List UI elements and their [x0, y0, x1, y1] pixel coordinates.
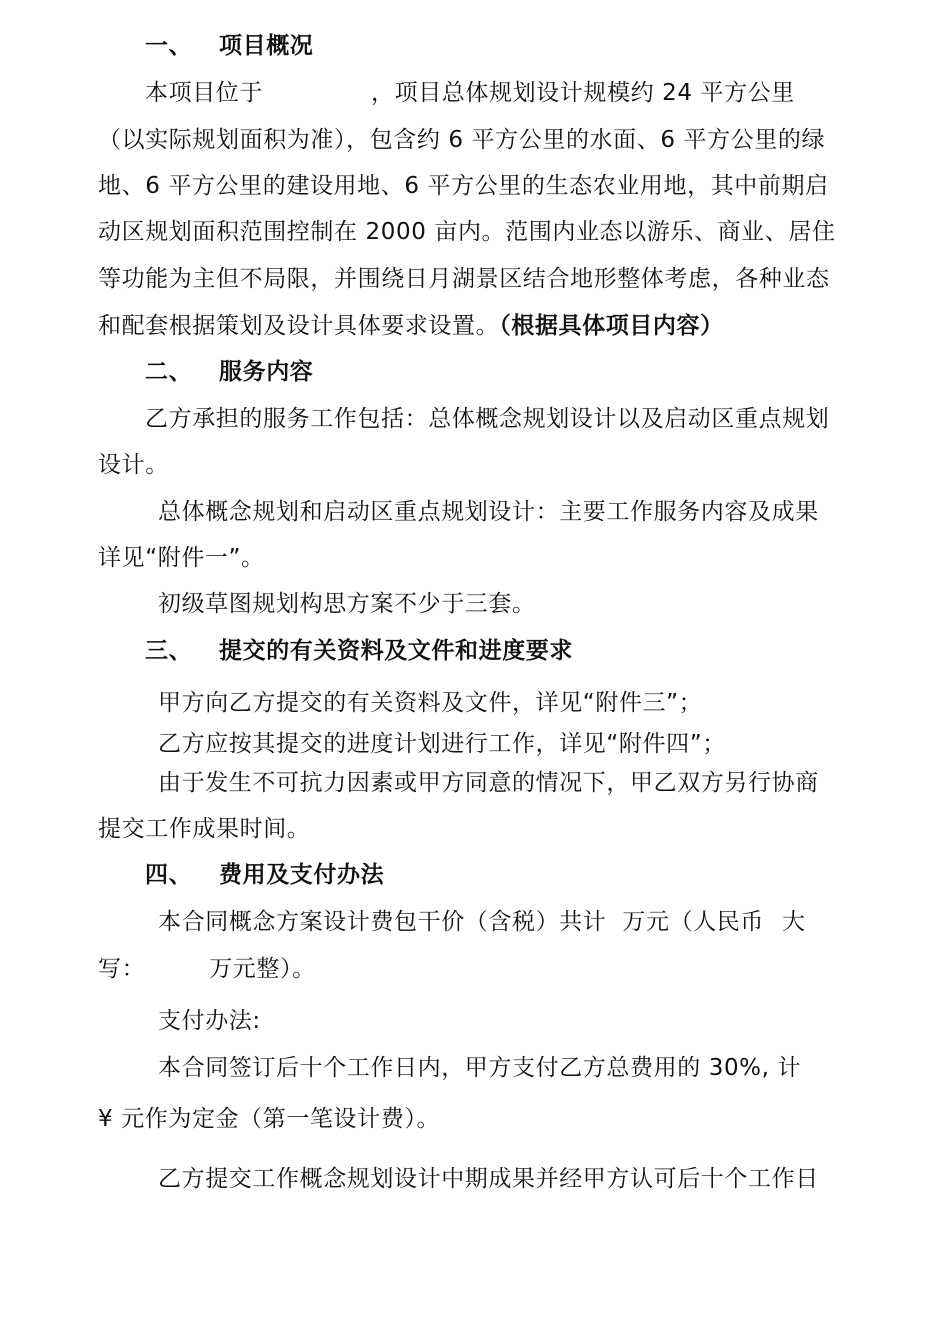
section-3-heading: [145, 636, 573, 666]
section-4-paragraph-line: 本合同签订后十个工作日内，甲方支付乙方总费用的 30%, 计: [158, 1055, 802, 1081]
text-segment: ，项目总体规划设计规模约 24 平方公里: [371, 80, 795, 106]
text-segment: 本合同概念方案设计费包干价（含税）共计: [158, 909, 607, 935]
section-3-paragraph-line: 由于发生不可抗力因素或甲方同意的情况下，甲乙双方另行协商: [158, 770, 819, 796]
section-2-paragraph-line: 初级草图规划构思方案不少于三套。: [158, 591, 536, 617]
section-2-heading: [145, 357, 313, 387]
section-2-paragraph-line: 总体概念规划和启动区重点规划设计：主要工作服务内容及成果: [158, 499, 819, 525]
section-1-number: 一、: [145, 33, 193, 59]
section-1-paragraph-line: （以实际规划面积为准），包含约 6 平方公里的水面、6 平方公里的绿: [98, 127, 826, 153]
section-2-paragraph-line: 设计。: [98, 452, 169, 478]
section-4-paragraph-line: 支付办法:: [158, 1008, 261, 1034]
text-segment: 本项目位于: [145, 80, 263, 106]
section-1-paragraph-line: [98, 311, 724, 341]
section-3-paragraph-line: 乙方应按其提交的进度计划进行工作，详见“附件四”；: [158, 731, 726, 757]
text-segment: 万元整）。: [209, 956, 316, 982]
section-2-title: 服务内容: [219, 359, 314, 385]
section-3-number: 三、: [145, 638, 193, 664]
text-segment: 和配套根据策划及设计具体要求设置。: [98, 313, 500, 339]
section-2-paragraph-line: 详见“附件一”。: [98, 545, 265, 571]
section-4-title: 费用及支付办法: [219, 862, 385, 888]
section-1-paragraph-line: 等功能为主但不局限，并围绕日月湖景区结合地形整体考虑，各种业态: [98, 266, 830, 292]
section-4-paragraph-line: 乙方提交工作概念规划设计中期成果并经甲方认可后十个工作日: [158, 1166, 819, 1192]
bold-note: （根据具体项目内容）: [499, 313, 724, 339]
section-4-number: 四、: [145, 862, 193, 888]
section-2-paragraph-line: 乙方承担的服务工作包括：总体概念规划设计以及启动区重点规划: [145, 406, 830, 432]
section-1-title: 项目概况: [219, 33, 314, 59]
text-segment: 大: [782, 909, 806, 935]
section-4-paragraph-line: [98, 954, 316, 984]
text-segment: 万元（人民币: [622, 909, 765, 935]
section-1-paragraph-line: [145, 78, 795, 108]
section-1-paragraph-line: 地、6 平方公里的建设用地、6 平方公里的生态农业用地，其中前期启: [98, 173, 829, 199]
section-3-paragraph-line: 甲方向乙方提交的有关资料及文件，详见“附件三”；: [158, 690, 703, 716]
section-4-paragraph-line: [158, 907, 806, 937]
text-segment: 写：: [98, 956, 146, 982]
section-4-paragraph-line: ¥ 元作为定金（第一笔设计费）。: [98, 1106, 441, 1132]
section-3-title: 提交的有关资料及文件和进度要求: [219, 638, 573, 664]
section-3-paragraph-line: 提交工作成果时间。: [98, 816, 311, 842]
section-1-heading: [145, 31, 313, 61]
section-1-paragraph-line: 动区规划面积范围控制在 2000 亩内。范围内业态以游乐、商业、居住: [98, 219, 836, 245]
section-2-number: 二、: [145, 359, 193, 385]
section-4-heading: [145, 860, 384, 890]
